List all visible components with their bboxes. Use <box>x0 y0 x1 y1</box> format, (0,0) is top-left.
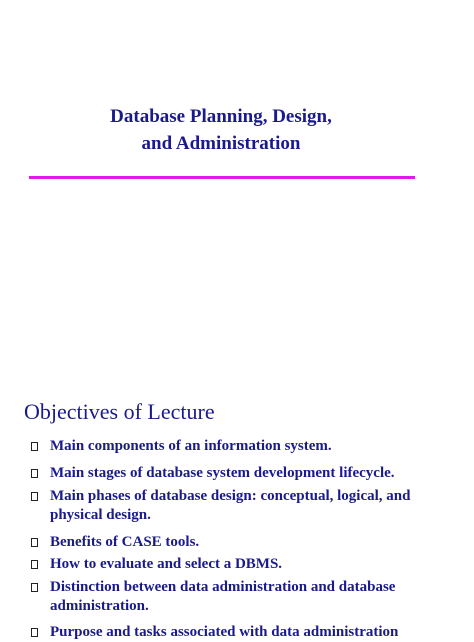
objectives-slide <box>0 370 474 640</box>
slide-title-line-1: Database Planning, Design, <box>110 106 332 127</box>
bullet-marker-icon <box>31 469 38 478</box>
bullet-marker-icon <box>31 583 38 592</box>
objective-text: Main phases of database design: conceptual, logical, and physical design. <box>50 488 411 523</box>
bullet-marker-icon <box>31 560 38 569</box>
objective-text: Distinction between data administration and database administration. <box>50 579 396 614</box>
objective-text: How to evaluate and select a DBMS. <box>50 556 283 572</box>
objectives-title: Objectives of Lecture <box>24 399 215 424</box>
objective-text: Benefits of CASE tools. <box>50 534 200 550</box>
objective-text: Purpose and tasks associated with data administration <box>50 624 399 640</box>
objective-text: Main stages of database system development lifecycle. <box>50 465 395 481</box>
slide-title <box>0 103 442 157</box>
bullet-marker-icon <box>31 538 38 547</box>
bullet-marker-icon <box>31 442 38 451</box>
title-divider <box>29 176 415 179</box>
slide-title-line-2: and Administration <box>141 133 301 154</box>
objective-text: Main components of an information system. <box>50 438 332 454</box>
bullet-marker-icon <box>31 492 38 501</box>
bullet-marker-icon <box>31 628 38 637</box>
